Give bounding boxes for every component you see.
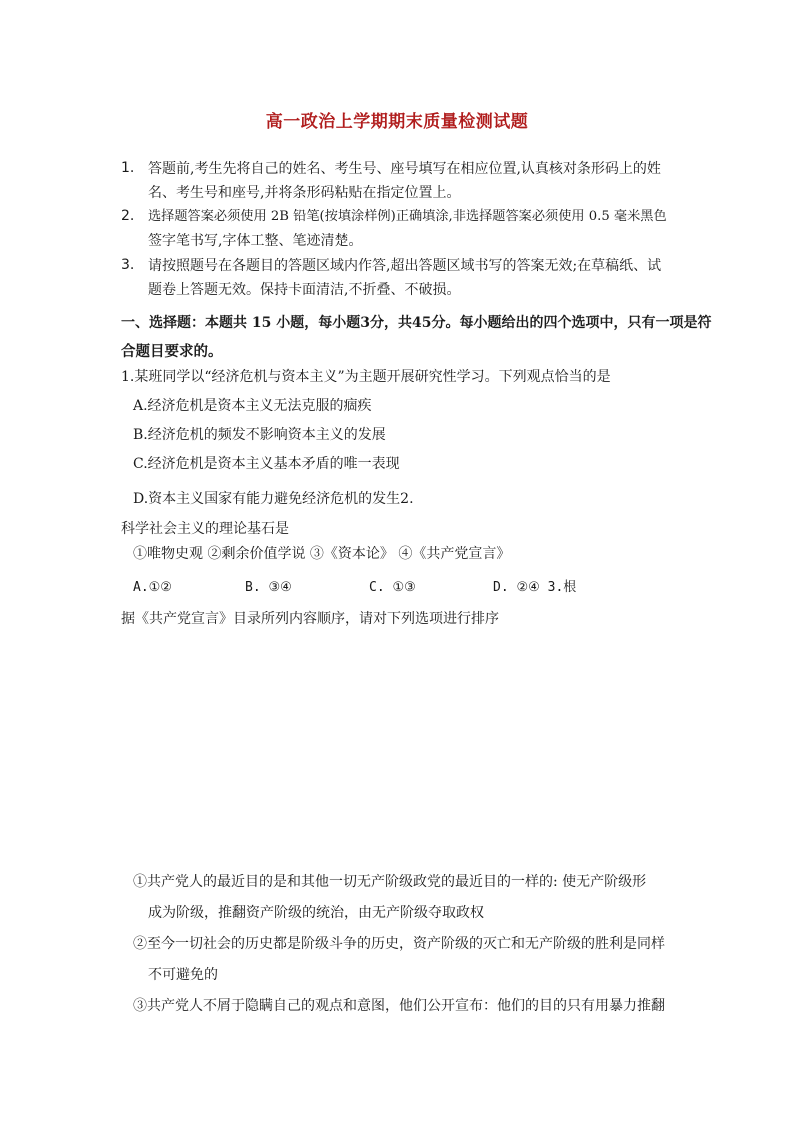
instruction-text: 选择题答案必须使用 2B 铅笔(按填涂样例)正确填涂,非选择题答案必须使用 0.5 毫米黑色 [148,209,667,224]
question-stem: 科学社会主义的理论基石是 [121,521,289,537]
sort-option: ①共产党人的最近目的是和其他一切无产阶级政党的最近目的一样的: 使无产阶级形 [133,874,647,890]
sort-option-continued: 不可避免的 [148,967,218,983]
instruction-text: 答题前,考生先将自己的姓名、考生号、座号填写在相应位置,认真核对条形码上的姓 [148,161,661,177]
question-stem: 据《共产党宣言》目录所列内容顺序，请对下列选项进行排序 [121,611,499,627]
sort-option: ②至今一切社会的历史都是阶级斗争的历史，资产阶级的灭亡和无产阶级的胜利是同样 [133,936,665,952]
answer-option: B. ③④ [245,580,292,595]
sort-option: ③共产党人不屑于隐瞒自己的观点和意图，他们公开宣布：他们的目的只有用暴力推翻 [133,998,665,1014]
answer-option: B.经济危机的频发不影响资本主义的发展 [133,427,386,443]
section-heading: 合题目要求的。 [121,343,223,360]
instruction-text: 名、考生号和座号,并将条形码粘贴在指定位置上。 [148,185,461,201]
page-title: 高一政治上学期期末质量检测试题 [265,112,529,132]
instruction-number: 2. [121,208,135,224]
instruction-text: 请按照题号在各题目的答题区域内作答,超出答题区域书写的答案无效;在草稿纸、试 [148,258,662,274]
question-stem: 1.某班同学以“经济危机与资本主义”为主题开展研究性学习。下列观点恰当的是 [121,369,611,385]
question-items: ①唯物史观 ②剩余价值学说 ③《资本论》 ④《共产党宣言》 [133,546,511,562]
answer-option: D. ②④ 3.根 [493,580,577,595]
answer-option: C. ①③ [369,580,416,595]
section-heading: 一、选择题：本题共 15 小题，每小题3分，共45分。每小题给出的四个选项中，只有一项是符 [121,315,712,331]
instruction-text: 题卷上答题无效。保持卡面清洁,不折叠、不破损。 [148,282,461,298]
sort-option-continued: 成为阶级，推翻资产阶级的统治，由无产阶级夺取政权 [148,905,484,921]
answer-option: A.①② [133,580,172,595]
instruction-number: 1. [121,160,135,176]
instruction-text: 签字笔书写,字体工整、笔迹清楚。 [148,233,363,249]
answer-option: D.资本主义国家有能力避免经济危机的发生2. [133,491,414,507]
answer-option: A.经济危机是资本主义无法克服的痼疾 [133,398,372,414]
answer-option: C.经济危机是资本主义基本矛盾的唯一表现 [133,456,400,472]
instruction-number: 3. [121,257,135,273]
